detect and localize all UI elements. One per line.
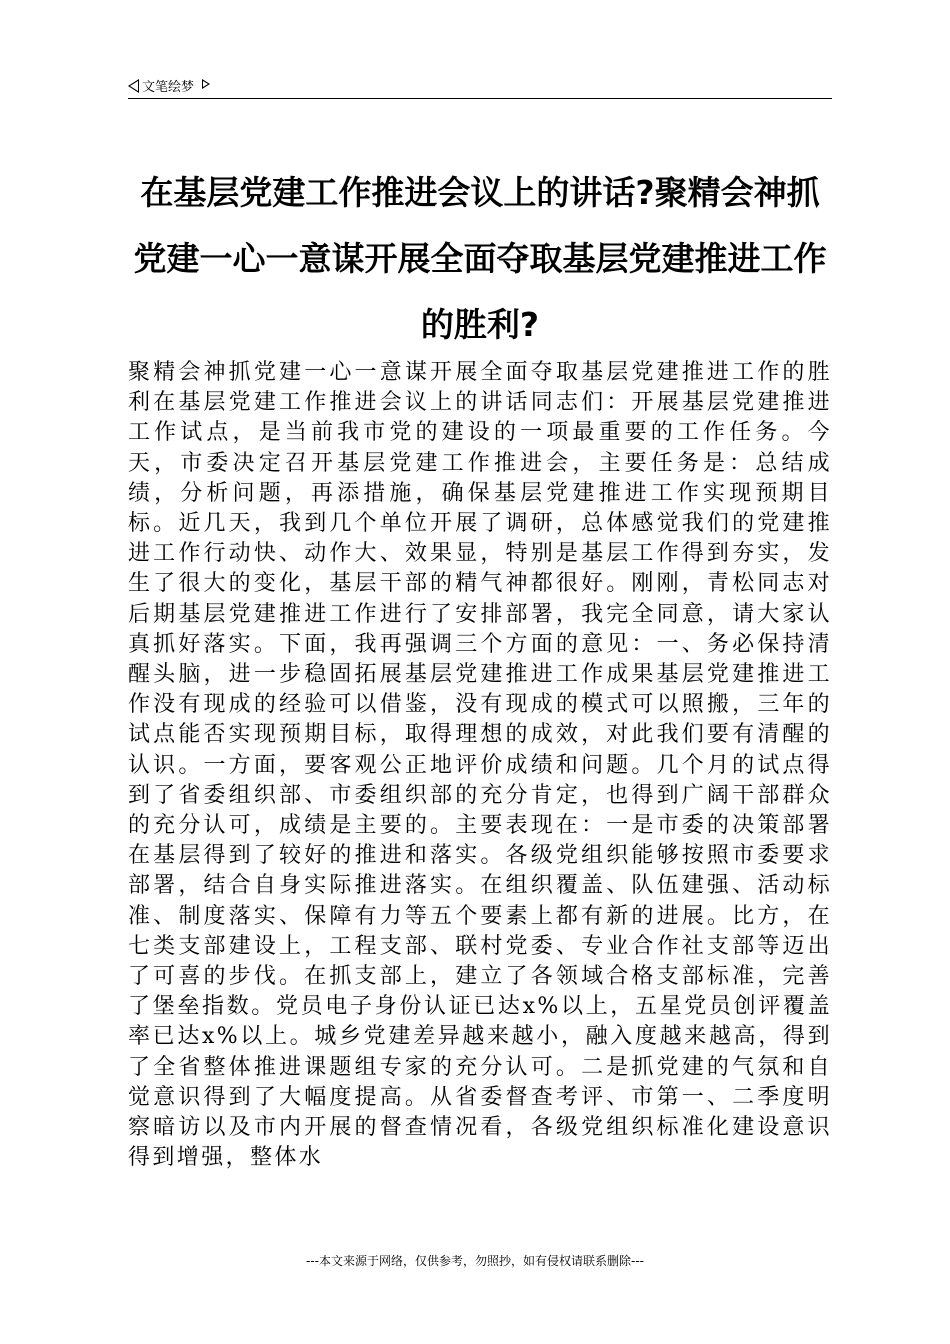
- header-brand-group: [128, 76, 210, 95]
- page-header: [128, 74, 832, 99]
- footer-notice: ---本文来源于网络，仅供参考，勿照抄，如有侵权请联系删除---: [306, 1254, 644, 1268]
- document-body: 聚精会神抓党建一心一意谋开展全面夺取基层党建推进工作的胜利在基层党建工作推进会议上的讲话同志们：开展基层党建推进工作试点，是当前我市党的建设的一项最重要的工作任务。今天，市委决定召开基层党建工作推进会，主要任务是：总结成绩，分析问题，再添措施，确保基层党建推进工作实现预期目标。近几天，我到几个单位开展了调研，总体感觉我们的党建推进工作行动快、动作大、效果显，特别是基层工作得到夯实，发生了很大的变化，基层干部的精气神都很好。刚刚，青松同志对后期基层党建推进工作进行了安排部署，我完全同意，请大家认真抓好落实。下面，我再强调三个方面的意见：一、务必保持清醒头脑，进一步稳固拓展基层党建推进工作成果基层党建推进工作没有现成的经验可以借鉴，没有现成的模式可以照搬，三年的试点能否实现预期目标，取得理想的成效，对此我们要有清醒的认识。一方面，要客观公正地评价成绩和问题。几个月的试点得到了省委组织部、市委组织部的充分肯定，也得到广阔干部群众的充分认可，成绩是主要的。主要表现在：一是市委的决策部署在基层得到了较好的推进和落实。各级党组织能够按照市委要求部署，结合自身实际推进落实。在组织覆盖、队伍建强、活动标准、制度落实、保障有力等五个要素上都有新的进展。比方，在七类支部建设上，工程支部、联村党委、专业合作社支部等迈出了可喜的步伐。在抓支部上，建立了各领域合格支部标准，完善了堡垒指数。党员电子身份认证已达x%以上，五星党员创评覆盖率已达x%以上。城乡党建差异越来越小，融入度越来越高，得到了全省整体推进课题组专家的充分认可。二是抓党建的气氛和自觉意识得到了大幅度提高。从省委督查考评、市第一、二季度明察暗访以及市内开展的督查情况看，各级党组织标准化建设意识得到增强，整体水: [128, 360, 832, 1171]
- document-title: 在基层党建工作推进会议上的讲话?聚精会神抓党建一心一意谋开展全面夺取基层党建推进工作的胜利?: [133, 173, 827, 344]
- triangle-right-icon: [202, 79, 210, 89]
- header-brand: 文笔绘梦: [142, 80, 195, 95]
- triangle-left-icon: [128, 79, 139, 93]
